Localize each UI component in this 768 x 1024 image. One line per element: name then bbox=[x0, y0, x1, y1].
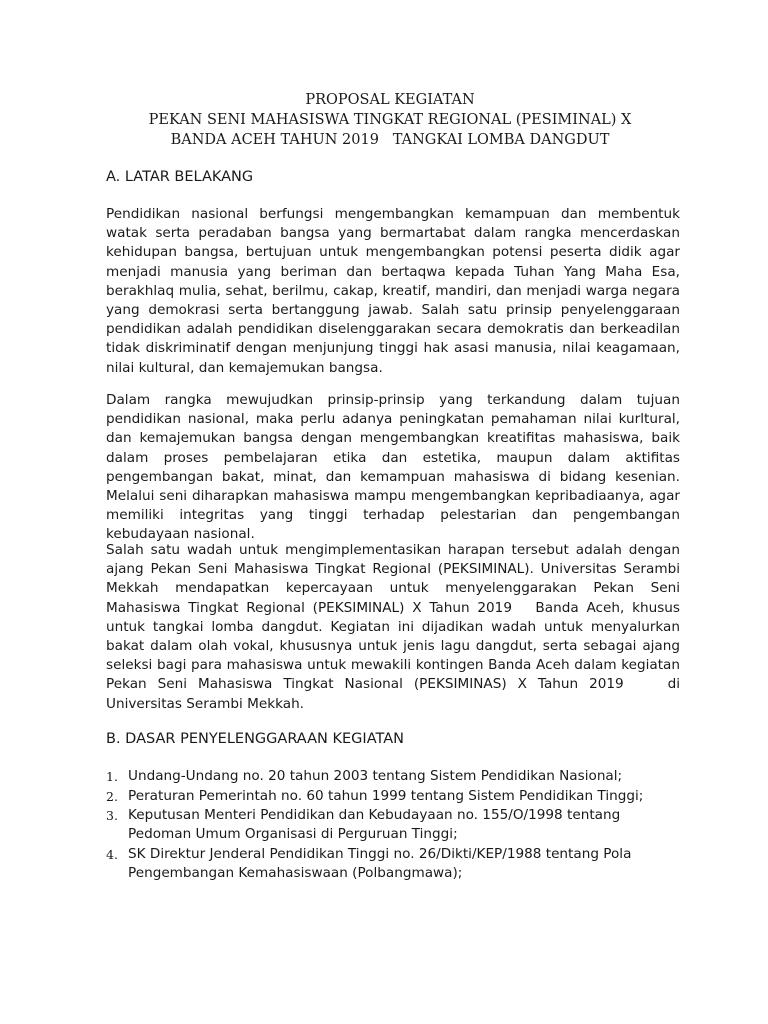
list-item-number: 4. bbox=[106, 846, 118, 862]
section-a-heading: A. LATAR BELAKANG bbox=[106, 169, 254, 185]
section-b-heading: B. DASAR PENYELENGGARAAN KEGIATAN bbox=[106, 731, 404, 747]
list-item bbox=[106, 806, 680, 844]
list-item-text: Undang-Undang no. 20 tahun 2003 tentang Sistem Pendidikan Nasional; bbox=[128, 768, 623, 784]
list-item bbox=[106, 845, 680, 883]
document-title bbox=[100, 90, 680, 150]
paragraph-3: Salah satu wadah untuk mengimplementasikan harapan tersebut adalah dengan ajang Pekan Seni Mahasiswa Tingkat Regional (PEKSIMINAL). Universitas Serambi Mekkah mendapatkan kepercayaan untuk menyelenggarakan Pekan Seni Mahasiswa Tingkat Regional (PEKSIMINAL) X Tahun 2019 Banda Aceh, khusus untuk tangkai lomba dangdut. Kegiatan ini dijadikan wadah untuk menyalurkan bakat dalam olah vokal, khususnya untuk jenis lagu dangdut, serta sebagai ajang seleksi bagi para mahasiswa untuk mewakili kontingen Banda Aceh dalam kegiatan Pekan Seni Mahasiswa Tingkat Nasional (PEKSIMINAS) X Tahun 2019 di Universitas Serambi Mekkah. bbox=[106, 542, 685, 712]
title-line-3: BANDA ACEH TAHUN 2019 TANGKAI LOMBA DANGDUT bbox=[170, 132, 610, 148]
list-item-text: Peraturan Pemerintah no. 60 tahun 1999 tentang Sistem Pendidikan Tinggi; bbox=[128, 787, 644, 804]
list-item-number: 1. bbox=[106, 769, 118, 784]
paragraph-1: Pendidikan nasional berfungsi mengembangkan kemampuan dan membentuk watak serta peradaban bangsa yang bermartabat dalam rangka mencerdaskan kehidupan bangsa, bertujuan untuk mengembangkan potensi peserta didik agar menjadi manusia yang beriman dan bertaqwa kepada Tuhan Yang Maha Esa, berakhlaq mulia, sehat, berilmu, cakap, kreatif, mandiri, dan menjadi warga negara yang demokrasi serta bertanggung jawab. Salah satu prinsip penyelenggaraan pendidikan adalah pendidikan diselenggarakan secara demokratis dan berkeadilan tidak diskriminatif dengan menjunjung tinggi hak asasi manusia, nilai keagamaan, nilai kultural, dan kemajemukan bangsa. bbox=[106, 206, 685, 376]
title-line-2: PEKAN SENI MAHASISWA TINGKAT REGIONAL (PESIMINAL) X bbox=[148, 112, 632, 128]
list-item bbox=[106, 787, 680, 806]
paragraph-2: Dalam rangka mewujudkan prinsip-prinsip yang terkandung dalam tujuan pendidikan nasional, maka perlu adanya peningkatan pemahaman nilai kurltural, dan kemajemukan bangsa dengan mengembangkan kreatifitas mahasiswa, baik dalam proses pembelajaran etika dan estetika, maupun dalam aktifitas pengembangan bakat, minat, dan kemampuan mahasiswa di bidang kesenian. Melalui seni diharapkan mahasiswa mampu mengembangkan kepribadiaanya, agar memiliki integritas yang tinggi terhadap pelestarian dan pengembangan kebudayaan nasional. bbox=[106, 392, 685, 543]
list-item-number: 3. bbox=[106, 808, 118, 824]
list-item-text: Keputusan Menteri Pendidikan dan Kebudayaan no. 155/O/1998 tentang Pedoman Umum Organisasi di Perguruan Tinggi; bbox=[128, 807, 621, 843]
list-item bbox=[106, 767, 680, 786]
list-item-number: 2. bbox=[106, 788, 118, 804]
legal-basis-list bbox=[106, 767, 680, 884]
title-line-1: PROPOSAL KEGIATAN bbox=[305, 92, 475, 108]
list-item-text: SK Direktur Jenderal Pendidikan Tinggi no. 26/Dikti/KEP/1988 tentang Pola Pengembangan Kemahasiswaan (Polbangmawa); bbox=[128, 845, 632, 882]
